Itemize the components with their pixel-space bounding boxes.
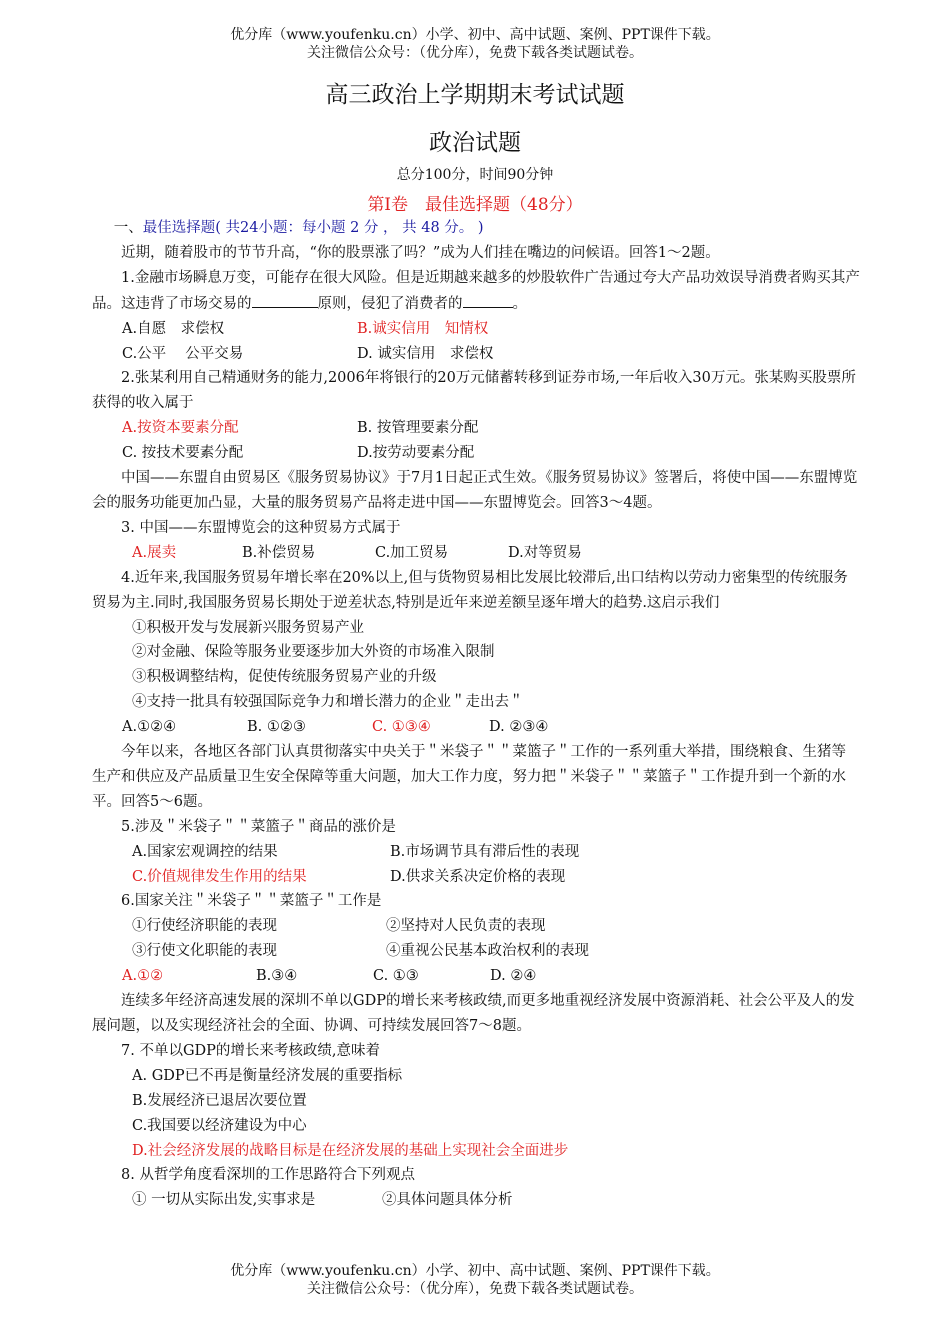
q6-option-c: C. ①③: [373, 968, 419, 985]
q5-option-d: D.供求关系决定价格的表现: [390, 868, 566, 885]
header-line-2: 关注微信公众号：（优分库），免费下载各类试题试卷。: [307, 45, 643, 61]
q4-item-2: ②对金融、保险等服务业要逐步加大外资的市场准入限制: [132, 644, 495, 661]
part-prefix: 一、: [113, 220, 143, 236]
q3-option-d: D.对等贸易: [508, 544, 582, 561]
part-heading: [92, 216, 860, 241]
q2-stem: 2.张某利用自己精通财务的能力,2006年将银行的20万元储蓄转移到证券市场,一年后收入30万元。张某购买股票所获得的收入属于: [92, 370, 856, 412]
q7-option-b: B.发展经济已退居次要位置: [132, 1092, 307, 1109]
q2-options-row-1: [92, 416, 860, 441]
q3-options: [92, 541, 860, 566]
q6-option-a: A.①②: [122, 968, 164, 985]
q1-option-a: A.自愿 求偿权: [122, 320, 225, 337]
q6-item-1: ①行使经济职能的表现: [132, 918, 277, 935]
q4-item-3: ③积极调整结构，促使传统服务贸易产业的升级: [132, 669, 437, 686]
exam-meta: 总分100分，时间90分钟: [396, 167, 554, 183]
q5-options-row-2: [92, 865, 860, 890]
q4-option-b: B. ①②③: [247, 719, 306, 736]
q7-option-c: C.我国要以经济建设为中心: [132, 1117, 307, 1134]
q3-option-c: C.加工贸易: [375, 544, 449, 561]
q7-option-d: D.社会经济发展的战略目标是在经济发展的基础上实现社会全面进步: [132, 1142, 569, 1159]
q2-option-b: B. 按管理要素分配: [357, 420, 479, 437]
q8-items-row-1: [92, 1188, 860, 1213]
q5-option-c: C.价值规律发生作用的结果: [132, 868, 307, 885]
q1-options-row-1: [92, 317, 860, 342]
q1-option-b: B.诚实信用 知情权: [357, 320, 489, 337]
intro-q3-4: 中国——东盟自由贸易区《服务贸易协议》于7月1日起正式生效。《服务贸易协议》签署后，将使中国——东盟博览会的服务功能更加凸显，大量的服务贸易产品将走进中国——东盟博览会。回答3～4题。: [92, 470, 858, 511]
page-title: 高三政治上学期期末考试试题: [325, 82, 625, 108]
q2-option-d: D.按劳动要素分配: [357, 445, 475, 462]
q2-option-a: A.按资本要素分配: [122, 420, 239, 437]
intro-q7-8: 连续多年经济高速发展的深圳不单以GDP的增长来考核政绩,而更多地重视经济发展中资源消耗、社会公平及人的发展问题，以及实现经济社会的全面、协调、可持续发展回答7～8题。: [92, 993, 855, 1034]
q8-item-1: ① 一切从实际出发,实事求是: [132, 1192, 316, 1209]
q6-option-d: D. ②④: [490, 968, 537, 985]
q2-options-row-2: [92, 441, 860, 466]
q4-item-4: ④支持一批具有较强国际竞争力和增长潜力的企业＂走出去＂: [132, 694, 524, 711]
q1-stem-part3: 。: [512, 295, 527, 312]
q8-stem: 8. 从哲学角度看深圳的工作思路符合下列观点: [121, 1167, 415, 1184]
q7-option-a: A. GDP已不再是衡量经济发展的重要指标: [132, 1067, 403, 1084]
q1-blank-2: [463, 291, 513, 308]
q1-options-row-2: [92, 342, 860, 367]
q1-option-c: C.公平 公平交易: [122, 345, 244, 362]
q6-stem: 6.国家关注＂米袋子＂＂菜篮子＂工作是: [121, 893, 382, 910]
q7-stem: 7. 不单以GDP的增长来考核政绩,意味着: [121, 1042, 381, 1059]
q4-options: [92, 715, 860, 740]
q4-option-a: A.①②④: [122, 719, 177, 736]
section-heading: 第Ⅰ卷 最佳选择题（48分）: [367, 195, 583, 215]
q5-option-a: A.国家宏观调控的结果: [132, 843, 278, 860]
header-line-1: 优分库（www.youfenku.cn）小学、初中、高中试题、案例、PPT课件下载。: [230, 27, 720, 43]
q5-option-b: B.市场调节具有滞后性的表现: [390, 843, 580, 860]
q4-stem: 4.近年来,我国服务贸易年增长率在20%以上,但与货物贸易相比发展比较滞后,出口结构以劳动力密集型的传统服务贸易为主.同时,我国服务贸易长期处于逆差状态,特别是近年来逆差额呈逐年增大的趋势.这启示我们: [92, 569, 848, 611]
footer-line-1: 优分库（www.youfenku.cn）小学、初中、高中试题、案例、PPT课件下载。: [230, 1263, 720, 1279]
q5-stem: 5.涉及＂米袋子＂＂菜篮子＂商品的涨价是: [121, 818, 396, 835]
footer-line-2: 关注微信公众号：（优分库），免费下载各类试题试卷。: [307, 1281, 643, 1297]
part-label: 最佳选择题( 共24小题：每小题 2 分 ， 共 48 分。 ): [142, 220, 484, 236]
q6-item-2: ②坚持对人民负责的表现: [386, 918, 546, 935]
q1-stem-part2: 原则，侵犯了消费者的: [317, 295, 463, 312]
q6-item-3: ③行使文化职能的表现: [132, 943, 277, 960]
q8-item-2: ②具体问题具体分析: [382, 1192, 513, 1209]
page-subtitle: 政治试题: [429, 130, 521, 156]
q3-stem: 3. 中国——东盟博览会的这种贸易方式属于: [121, 519, 401, 536]
q1-stem-part1: 1.金融市场瞬息万变，可能存在很大风险。但是近期越来越多的炒股软件广告通过夸大产品功效误导消费者购买其产品。这违背了市场交易的: [92, 269, 860, 312]
q5-options-row-1: [92, 840, 860, 865]
intro-q5-6: 今年以来，各地区各部门认真贯彻落实中央关于＂米袋子＂＂菜篮子＂工作的一系列重大举措，围绕粮食、生猪等生产和供应及产品质量卫生安全保障等重大问题，加大工作力度，努力把＂米袋子＂＂菜篮子＂工作提升到一个新的水平。回答5～6题。: [92, 744, 846, 810]
q6-options: [92, 964, 860, 989]
q3-option-b: B.补偿贸易: [242, 544, 316, 561]
q3-option-a: A.展卖: [132, 544, 177, 561]
q2-option-c: C. 按技术要素分配: [122, 445, 244, 462]
intro-q1-2: 近期，随着股市的节节升高，“你的股票涨了吗？”成为人们挂在嘴边的问候语。回答1～2题。: [121, 244, 720, 261]
q6-option-b: B.③④: [256, 968, 298, 985]
q1-option-d: D. 诚实信用 求偿权: [357, 345, 494, 362]
q4-option-d: D. ②③④: [489, 719, 549, 736]
exam-content: [92, 216, 860, 1213]
q1-blank-1: [252, 291, 318, 308]
q6-items-row-1: [92, 914, 860, 939]
q4-option-c: C. ①③④: [372, 719, 431, 736]
q1-stem: [92, 266, 860, 317]
q6-items-row-2: [92, 939, 860, 964]
q4-item-1: ①积极开发与发展新兴服务贸易产业: [132, 619, 364, 636]
q6-item-4: ④重视公民基本政治权利的表现: [386, 943, 589, 960]
